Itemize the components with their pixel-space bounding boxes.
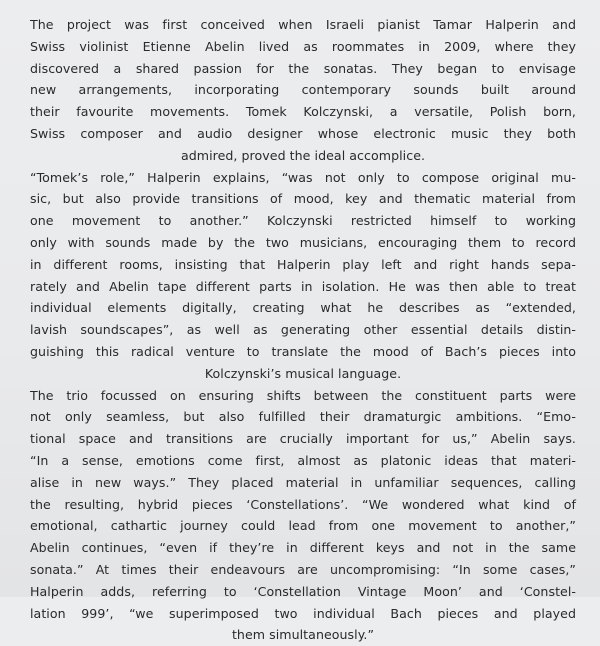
text-line: Halperin adds, referring to ‘Constellation Vintage Moon’ and ‘Constel- xyxy=(30,583,576,599)
text-line: rately and Abelin tape different parts in isolation. He was then able to treat xyxy=(30,278,576,294)
text-line: Abelin continues, “even if they’re in different keys and not in the same xyxy=(30,540,576,556)
text-line: Swiss composer and audio designer whose electronic music they both xyxy=(30,125,576,141)
paragraph-3 xyxy=(30,385,576,646)
text-line: new arrangements, incorporating contemporary sounds built around xyxy=(30,82,576,98)
text-line: individual elements digitally, creating what he describes as “extended, xyxy=(30,300,576,316)
text-line: the resulting, hybrid pieces ‘Constellations’. “We wondered what kind of xyxy=(30,496,576,512)
text-line: Swiss violinist Etienne Abelin lived as roommates in 2009, where they xyxy=(30,38,576,54)
text-line: emotional, cathartic journey could lead from one movement to another,” xyxy=(30,518,576,534)
text-line: lavish soundscapes”, as well as generating other essential details distin- xyxy=(30,322,576,338)
text-line: them simultaneously.” xyxy=(231,627,375,643)
text-line: “In a sense, emotions come first, almost as platonic ideas that materi- xyxy=(30,452,576,468)
text-line: sonata.” At times their endeavours are uncompromising: “In some cases,” xyxy=(30,561,576,577)
text-line: admired, proved the ideal accomplice. xyxy=(180,147,426,163)
text-line: tional space and transitions are crucially important for us,” Abelin says. xyxy=(30,431,576,447)
text-line: lation 999’, “we superimposed two individual Bach pieces and played xyxy=(30,605,576,621)
text-line: one movement to another.” Kolczynski restricted himself to working xyxy=(30,213,576,229)
text-line: alise in new ways.” They placed material in unfamiliar sequences, calling xyxy=(30,474,576,490)
text-line: The project was first conceived when Israeli pianist Tamar Halperin and xyxy=(30,17,576,32)
text-line: in different rooms, insisting that Halperin play left and right hands sepa- xyxy=(30,256,576,272)
paragraph-1 xyxy=(30,14,576,167)
text-line: The trio focussed on ensuring shifts between the constituent parts were xyxy=(30,387,576,403)
text-line: only with sounds made by the two musicians, encouraging them to record xyxy=(30,234,576,250)
text-line: discovered a shared passion for the sonatas. They began to envisage xyxy=(30,60,576,76)
text-line: not only seamless, but also fulfilled their dramaturgic ambitions. “Emo- xyxy=(30,409,576,425)
article-body xyxy=(30,14,576,646)
text-line: sic, but also provide transitions of mood, key and thematic material from xyxy=(30,191,576,207)
text-line: Kolczynski’s musical language. xyxy=(204,365,402,381)
paragraph-2 xyxy=(30,167,576,385)
text-line: “Tomek’s role,” Halperin explains, “was not only to compose original mu- xyxy=(30,169,576,185)
text-line: guishing this radical venture to translate the mood of Bach’s pieces into xyxy=(30,343,576,359)
text-line: their favourite movements. Tomek Kolczynski, a versatile, Polish born, xyxy=(30,104,576,120)
